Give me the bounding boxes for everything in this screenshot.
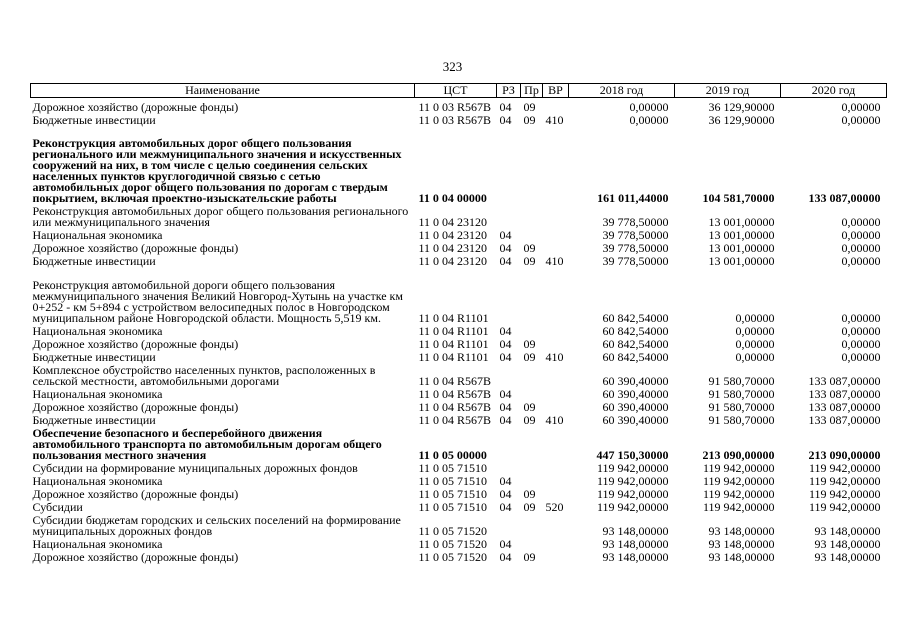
cell-2019: 91 580,70000 — [708, 374, 775, 388]
cell-2019: 119 942,00000 — [702, 500, 775, 514]
cell-rz: 04 — [499, 254, 512, 268]
cell-2019: 91 580,70000 — [708, 387, 775, 401]
cell-2019: 93 148,00000 — [708, 537, 775, 551]
cell-vr: 410 — [545, 254, 564, 268]
cell-2020: 0,00000 — [841, 113, 881, 127]
cell-2020: 133 087,00000 — [808, 400, 881, 414]
table-row — [31, 513, 887, 537]
cell-cst: 11 0 04 R1101 — [418, 337, 489, 351]
header-2019: 2019 год — [675, 84, 781, 98]
header-2018: 2018 год — [569, 84, 675, 98]
cell-pr: 09 — [523, 337, 536, 351]
cell-pr — [521, 474, 543, 487]
cell-2018: 60 390,40000 — [602, 400, 669, 414]
cell-2020: 213 090,00000 — [808, 448, 881, 462]
cell-2019: 36 129,90000 — [708, 113, 775, 127]
cell-cst: 11 0 04 23120 — [418, 241, 488, 255]
cell-pr: 09 — [523, 400, 536, 414]
cell-cst: 11 0 04 R567B — [418, 374, 492, 388]
cell-2019: 13 001,00000 — [708, 254, 775, 268]
cell-cst: 11 0 05 71510 — [418, 487, 488, 501]
table-row — [31, 474, 887, 487]
budget-table — [30, 83, 887, 563]
cell-2020: 93 148,00000 — [814, 524, 881, 538]
cell-2020: 93 148,00000 — [814, 550, 881, 564]
cell-vr — [543, 100, 569, 113]
cell-name: Национальная экономика — [32, 474, 163, 488]
cell-pr: 09 — [523, 500, 536, 514]
cell-pr — [521, 426, 543, 461]
cell-vr — [543, 426, 569, 461]
cell-pr — [521, 204, 543, 228]
cell-cst: 11 0 05 71520 — [418, 550, 488, 564]
table-row — [31, 413, 887, 426]
cell-rz: 04 — [499, 228, 512, 242]
cell-2020: 133 087,00000 — [808, 374, 881, 388]
cell-2019: 36 129,90000 — [708, 100, 775, 114]
cell-vr: 410 — [545, 113, 564, 127]
table-row — [31, 363, 887, 387]
cell-vr — [543, 513, 569, 537]
cell-rz: 04 — [499, 324, 512, 338]
cell-rz: 04 — [499, 500, 512, 514]
cell-2018: 60 842,54000 — [602, 324, 669, 338]
cell-2019: 213 090,00000 — [702, 448, 775, 462]
table-row — [31, 426, 887, 461]
cell-name: Бюджетные инвестиции — [32, 413, 156, 427]
cell-2020: 0,00000 — [841, 241, 881, 255]
page-number: 323 — [442, 59, 463, 74]
cell-pr: 09 — [523, 113, 536, 127]
table-row — [31, 241, 887, 254]
cell-name: Субсидии — [32, 500, 83, 514]
cell-cst: 11 0 03 R567B — [418, 113, 492, 127]
cell-rz: 04 — [499, 350, 512, 364]
cell-2020: 133 087,00000 — [808, 413, 881, 427]
cell-2019: 119 942,00000 — [702, 487, 775, 501]
cell-2018: 119 942,00000 — [596, 487, 669, 501]
cell-rz: 04 — [499, 537, 512, 551]
table-row — [31, 461, 887, 474]
cell-cst: 11 0 04 23120 — [418, 254, 488, 268]
cell-vr — [543, 324, 569, 337]
cell-2019: 119 942,00000 — [702, 474, 775, 488]
cell-cst: 11 0 05 71520 — [418, 524, 488, 538]
cell-rz — [497, 513, 521, 537]
cell-2020: 133 087,00000 — [808, 191, 881, 205]
cell-name: Бюджетные инвестиции — [32, 350, 156, 364]
cell-2018: 39 778,50000 — [602, 228, 669, 242]
cell-vr — [543, 474, 569, 487]
cell-rz: 04 — [499, 413, 512, 427]
cell-2018: 39 778,50000 — [602, 254, 669, 268]
cell-2019: 93 148,00000 — [708, 550, 775, 564]
cell-cst: 11 0 03 R567B — [418, 100, 492, 114]
cell-vr — [543, 461, 569, 474]
table-row — [31, 387, 887, 400]
table-row — [31, 100, 887, 113]
cell-name: Реконструкция автомобильных дорог общего пользования регионального или межмуниципального значения — [32, 204, 409, 229]
cell-cst: 11 0 05 71510 — [418, 500, 488, 514]
cell-name: Дорожное хозяйство (дорожные фонды) — [32, 487, 239, 501]
cell-pr — [521, 461, 543, 474]
cell-2019: 13 001,00000 — [708, 241, 775, 255]
cell-pr — [521, 387, 543, 400]
cell-2020: 0,00000 — [841, 228, 881, 242]
cell-2020: 0,00000 — [841, 311, 881, 325]
cell-2018: 0,00000 — [629, 100, 669, 114]
cell-name: Реконструкция автомобильных дорог общего пользования регионального или межмуниципального значения и искусственных сооружений на них, в том числе с целью соединения сельских населенных пунктов круглогодичной связью с сетью автомобильных дорог общего пользования по дорогам с твердым покрытием, включая проектно-изыскательские работы — [32, 136, 402, 205]
cell-2019: 13 001,00000 — [708, 215, 775, 229]
cell-2019: 0,00000 — [735, 324, 775, 338]
cell-name: Национальная экономика — [32, 324, 163, 338]
cell-2018: 60 842,54000 — [602, 337, 669, 351]
cell-2019: 93 148,00000 — [708, 524, 775, 538]
cell-vr — [543, 337, 569, 350]
cell-rz: 04 — [499, 400, 512, 414]
header-vr: ВР — [543, 84, 569, 98]
cell-cst: 11 0 05 71510 — [418, 474, 488, 488]
cell-2020: 0,00000 — [841, 100, 881, 114]
cell-pr: 09 — [523, 413, 536, 427]
cell-vr — [543, 126, 569, 204]
cell-2019: 0,00000 — [735, 311, 775, 325]
cell-name: Субсидии бюджетам городских и сельских поселений на формирование муниципальных дорожных фондов — [32, 513, 401, 538]
header-rz: РЗ — [497, 84, 521, 98]
cell-name: Обеспечение безопасного и бесперебойного движения автомобильного транспорта по автомобильным дорогам общего пользования местного значения — [32, 426, 382, 462]
cell-rz: 04 — [499, 100, 512, 114]
cell-2020: 119 942,00000 — [808, 461, 881, 475]
cell-2018: 447 150,30000 — [596, 448, 669, 462]
cell-vr — [543, 550, 569, 563]
cell-2020: 0,00000 — [841, 324, 881, 338]
cell-name: Комплексное обустройство населенных пунктов, расположенных в сельской местности, автомобильными дорогами — [32, 363, 376, 388]
cell-rz: 04 — [499, 337, 512, 351]
cell-2019: 91 580,70000 — [708, 413, 775, 427]
cell-pr — [521, 324, 543, 337]
cell-2018: 93 148,00000 — [602, 550, 669, 564]
cell-vr — [543, 204, 569, 228]
table-header-row — [31, 84, 887, 98]
cell-2019: 0,00000 — [735, 350, 775, 364]
table-row — [31, 487, 887, 500]
cell-name: Дорожное хозяйство (дорожные фонды) — [32, 400, 239, 414]
cell-pr — [521, 126, 543, 204]
cell-rz: 04 — [499, 241, 512, 255]
header-pr: Пр — [521, 84, 543, 98]
cell-2020: 0,00000 — [841, 215, 881, 229]
cell-2019: 13 001,00000 — [708, 228, 775, 242]
cell-2019: 0,00000 — [735, 337, 775, 351]
cell-name: Национальная экономика — [32, 537, 163, 551]
header-cst: ЦСТ — [415, 84, 497, 98]
cell-name: Бюджетные инвестиции — [32, 113, 156, 127]
cell-2018: 119 942,00000 — [596, 461, 669, 475]
cell-rz: 04 — [499, 550, 512, 564]
cell-2019: 91 580,70000 — [708, 400, 775, 414]
cell-2018: 60 390,40000 — [602, 387, 669, 401]
cell-cst: 11 0 04 R567B — [418, 387, 492, 401]
table-row — [31, 550, 887, 563]
cell-rz — [497, 426, 521, 461]
cell-vr: 410 — [545, 350, 564, 364]
cell-pr: 09 — [523, 487, 536, 501]
cell-rz: 04 — [499, 487, 512, 501]
cell-rz — [497, 204, 521, 228]
cell-2018: 119 942,00000 — [596, 500, 669, 514]
cell-vr — [543, 400, 569, 413]
table-row — [31, 204, 887, 228]
cell-pr: 09 — [523, 241, 536, 255]
cell-name: Реконструкция автомобильной дороги общего пользования межмуниципального значения Великий Новгород-Хутынь на участке км 0+252 - км 5+894 с устройством велосипедных полос в Новгородском муниципальном районе Новгородской области. Мощность 5,519 км. — [32, 278, 403, 325]
cell-2020: 133 087,00000 — [808, 387, 881, 401]
cell-2020: 119 942,00000 — [808, 500, 881, 514]
cell-rz: 04 — [499, 113, 512, 127]
cell-name: Национальная экономика — [32, 387, 163, 401]
cell-cst: 11 0 04 R567B — [418, 400, 492, 414]
cell-cst: 11 0 04 00000 — [418, 191, 487, 205]
header-2020: 2020 год — [781, 84, 887, 98]
cell-cst: 11 0 05 00000 — [418, 448, 487, 462]
cell-2019: 119 942,00000 — [702, 461, 775, 475]
cell-2018: 39 778,50000 — [602, 241, 669, 255]
cell-rz — [497, 126, 521, 204]
cell-cst: 11 0 04 R1101 — [418, 311, 489, 325]
cell-rz — [497, 461, 521, 474]
cell-pr — [521, 267, 543, 324]
cell-name: Дорожное хозяйство (дорожные фонды) — [32, 337, 239, 351]
cell-vr — [543, 387, 569, 400]
cell-2020: 0,00000 — [841, 254, 881, 268]
cell-cst: 11 0 04 R1101 — [418, 324, 489, 338]
cell-2020: 119 942,00000 — [808, 474, 881, 488]
cell-vr — [543, 267, 569, 324]
cell-vr: 520 — [545, 500, 564, 514]
cell-2020: 0,00000 — [841, 337, 881, 351]
cell-rz: 04 — [499, 387, 512, 401]
cell-cst: 11 0 04 R567B — [418, 413, 492, 427]
cell-2020: 0,00000 — [841, 350, 881, 364]
cell-2018: 39 778,50000 — [602, 215, 669, 229]
cell-cst: 11 0 04 23120 — [418, 228, 488, 242]
cell-pr — [521, 513, 543, 537]
table-row — [31, 337, 887, 350]
cell-pr: 09 — [523, 350, 536, 364]
cell-vr — [543, 537, 569, 550]
table-row — [31, 324, 887, 337]
cell-vr — [543, 228, 569, 241]
cell-pr: 09 — [523, 550, 536, 564]
cell-2018: 93 148,00000 — [602, 524, 669, 538]
cell-2018: 60 390,40000 — [602, 413, 669, 427]
cell-cst: 11 0 05 71510 — [418, 461, 488, 475]
cell-name: Субсидии на формирование муниципальных дорожных фондов — [32, 461, 358, 475]
cell-vr: 410 — [545, 413, 564, 427]
cell-2018: 60 842,54000 — [602, 350, 669, 364]
cell-cst: 11 0 04 R1101 — [418, 350, 489, 364]
cell-2018: 93 148,00000 — [602, 537, 669, 551]
cell-rz — [497, 267, 521, 324]
cell-2018: 119 942,00000 — [596, 474, 669, 488]
cell-cst: 11 0 04 23120 — [418, 215, 488, 229]
table-row — [31, 500, 887, 513]
table-row — [31, 126, 887, 204]
cell-2020: 93 148,00000 — [814, 537, 881, 551]
cell-cst: 11 0 05 71520 — [418, 537, 488, 551]
cell-name: Дорожное хозяйство (дорожные фонды) — [32, 100, 239, 114]
cell-name: Дорожное хозяйство (дорожные фонды) — [32, 550, 239, 564]
cell-2018: 60 842,54000 — [602, 311, 669, 325]
cell-name: Бюджетные инвестиции — [32, 254, 156, 268]
cell-pr — [521, 228, 543, 241]
cell-vr — [543, 363, 569, 387]
header-name: Наименование — [31, 84, 415, 98]
table-row — [31, 537, 887, 550]
table-row — [31, 350, 887, 363]
table-row — [31, 228, 887, 241]
cell-pr — [521, 537, 543, 550]
cell-pr: 09 — [523, 100, 536, 114]
cell-vr — [543, 487, 569, 500]
cell-pr — [521, 363, 543, 387]
cell-rz: 04 — [499, 474, 512, 488]
cell-name: Национальная экономика — [32, 228, 163, 242]
cell-name: Дорожное хозяйство (дорожные фонды) — [32, 241, 239, 255]
cell-2018: 161 011,44000 — [597, 191, 669, 205]
table-row — [31, 113, 887, 126]
cell-2020: 119 942,00000 — [808, 487, 881, 501]
cell-rz — [497, 363, 521, 387]
cell-vr — [543, 241, 569, 254]
table-row — [31, 254, 887, 267]
cell-2018: 0,00000 — [629, 113, 669, 127]
table-row — [31, 267, 887, 324]
cell-pr: 09 — [523, 254, 536, 268]
table-row — [31, 400, 887, 413]
cell-2018: 60 390,40000 — [602, 374, 669, 388]
cell-2019: 104 581,70000 — [702, 191, 775, 205]
